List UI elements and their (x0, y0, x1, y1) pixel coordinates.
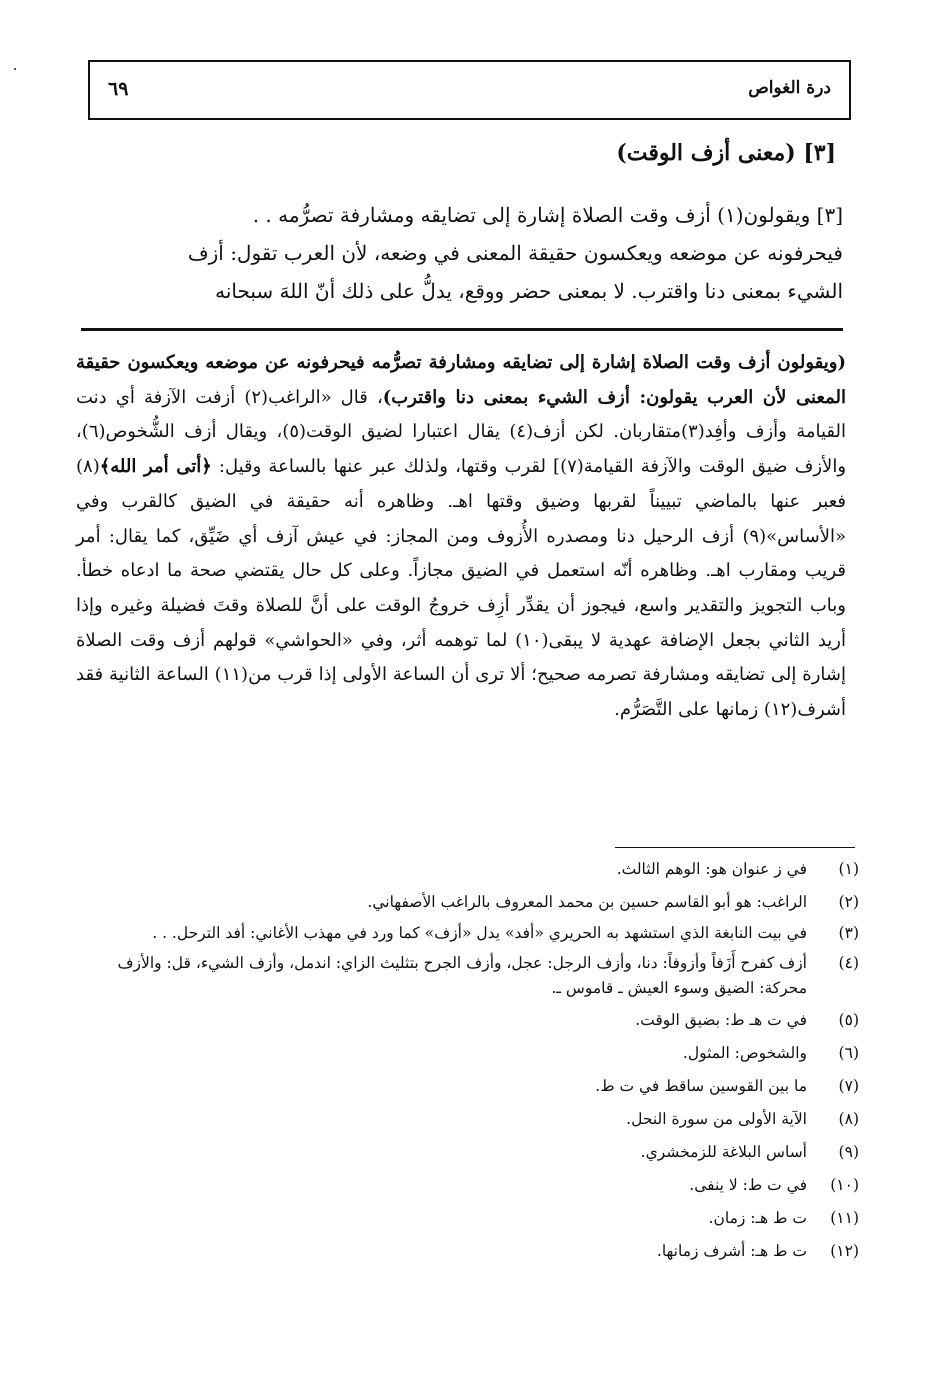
commentary-paragraph (76, 346, 846, 728)
footnote-number: (١) (838, 860, 859, 878)
footnote (104, 888, 859, 916)
footnote (104, 921, 859, 946)
footnote (104, 1039, 859, 1067)
footnote (104, 1138, 859, 1166)
commentary (76, 346, 846, 728)
footnote (104, 1237, 859, 1265)
footnote-number: (٣) (838, 924, 859, 942)
footnote-number: (١٠) (830, 1176, 859, 1194)
footnote-text: في ز عنوان هو: الوهم الثالث. (616, 860, 807, 878)
commentary-text: ، قال «الراغب(٢) أزفت الآزفة أي دنت القيامة وأزف وأفِد(٣)متقاربان. لكن أزف(٤) يقال اعتبارا لضيق الوقت(٥)، ويقال أزف الشُّخوص(٦)، والأزف ضيق الوقت والآزفة القيامة(٧)] لقرب وقتها، ولذلك عبر عنها بالساعة وقيل: (76, 386, 847, 478)
footnote-text: ت ط هـ: أشرف زمانها. (656, 1242, 807, 1260)
footnote-text: الراغب: هو أبو القاسم حسين بن محمد المعروف بالراغب الأصفهاني. (367, 893, 807, 911)
footnote-number: (١٢) (830, 1242, 859, 1260)
section-divider (81, 328, 843, 331)
footnote (104, 1072, 859, 1100)
commentary-quote: (ويقولون أزف وقت الصلاة إشارة إلى تضايقه ومشارفة تصرُّمه فيحرفونه عن موضعه ويعكسون حقيقة المعنى لأن العرب يقولون: أزف الشيء بمعنى دنا واقترب) (76, 352, 847, 408)
footnote-text: أساس البلاغة للزمخشري. (640, 1143, 807, 1161)
main-text-line: الشيء بمعنى دنا واقترب. لا بمعنى حضر ووقع، يدلُّ على ذلك أنّ اللهَ سبحانه (215, 279, 843, 303)
main-text (83, 196, 843, 310)
footnote (104, 1105, 859, 1133)
footnote (104, 1006, 859, 1034)
footnote-number: (٨) (838, 1110, 859, 1128)
page-header (88, 60, 851, 120)
footnote-text: الآية الأولى من سورة النحل. (626, 1110, 807, 1128)
running-title: درة الغواص (748, 78, 831, 98)
quran-verse: ﴿أتى أمر الله﴾ (99, 456, 212, 478)
footnote-number: (٤) (838, 954, 859, 972)
commentary-text: (٨) فعبر عنها بالماضي تبييناً لقربها وضيق وقتها اهـ. وظاهره أنه حقيقة في الضيق كالقرب وفي «الأساس»(٩) أزف الرحيل دنا ومصدره الأُزوف ومن المجاز: في عيش آزف أي ضَيِّق، كما يقال: أمر قريب ومقارب اهـ. وظاهره أنّه استعمل في الضيق مجازاً. وعلى كل حال يقتضي صحة ما ادعاه خطأ. وباب التجويز والتقدير واسع، فيجوز أن يقدِّر أزِف خروجُ الوقت على أنَّ للصلاة وقتَ فضيلة وغيره وإذا أريد الثاني بجعل الإضافة عهدية لا يبقى(١٠) لما توهمه أثر، وفي «الحواشي» قولهم أزف وقت الصلاة إشارة إلى تضايقه ومشارفة تصرمه صحيح؛ ألا ترى أن الساعة الأولى إذا قرب من(١١) الساعة الثانية فقد أشرف(١٢) زمانها على التَّصَرُّم. (76, 456, 846, 721)
footnote-number: (٩) (838, 1143, 859, 1161)
footnote-text: ما بين القوسين ساقط في ت ط. (595, 1077, 807, 1095)
footnote (104, 1171, 859, 1199)
footnote-number: (٧) (838, 1077, 859, 1095)
footnote-number: (٦) (838, 1044, 859, 1062)
footnote-number: (٢) (838, 893, 859, 911)
footnote-text: في ت هـ ط: بضيق الوقت. (635, 1011, 807, 1029)
main-text-line: [٣] ويقولون(١) أزف وقت الصلاة إشارة إلى تضايقه ومشارفة تصرُّمه . . (252, 203, 843, 227)
footnote-text: في بيت النابغة الذي استشهد به الحريري «أفد» يدل «أزف» كما ورد في مهذب الأغاني: أفد الترحل. . . (152, 924, 807, 942)
footnote (104, 951, 859, 1001)
footnotes (104, 855, 859, 1270)
scan-speck (14, 68, 16, 70)
footnote (104, 1204, 859, 1232)
footnote (104, 855, 859, 883)
footnote-number: (١١) (830, 1209, 859, 1227)
footnote-number: (٥) (838, 1011, 859, 1029)
page-number: ٦٩ (108, 78, 129, 100)
footnote-text: ت ط هـ: زمان. (708, 1209, 807, 1227)
section-heading: [٣] (معنى أزف الوقت) (616, 140, 836, 166)
footnote-divider (615, 847, 855, 848)
footnote-text: أزف كفرح أَزَفاً وأزوفاً: دنا، وأزف الرجل: عجل، وأزف الجرح بتثليث الزاي: اندمل، وأزف الشيء، قل: والأزف محركة: الضيق وسوء العيش ـ قاموس ـ. (117, 954, 807, 997)
main-text-line: فيحرفونه عن موضعه ويعكسون حقيقة المعنى في وضعه، لأن العرب تقول: أزف (187, 241, 843, 265)
footnote-text: والشخوص: المثول. (682, 1044, 807, 1062)
footnote-text: في ت ط: لا ينفى. (689, 1176, 807, 1194)
